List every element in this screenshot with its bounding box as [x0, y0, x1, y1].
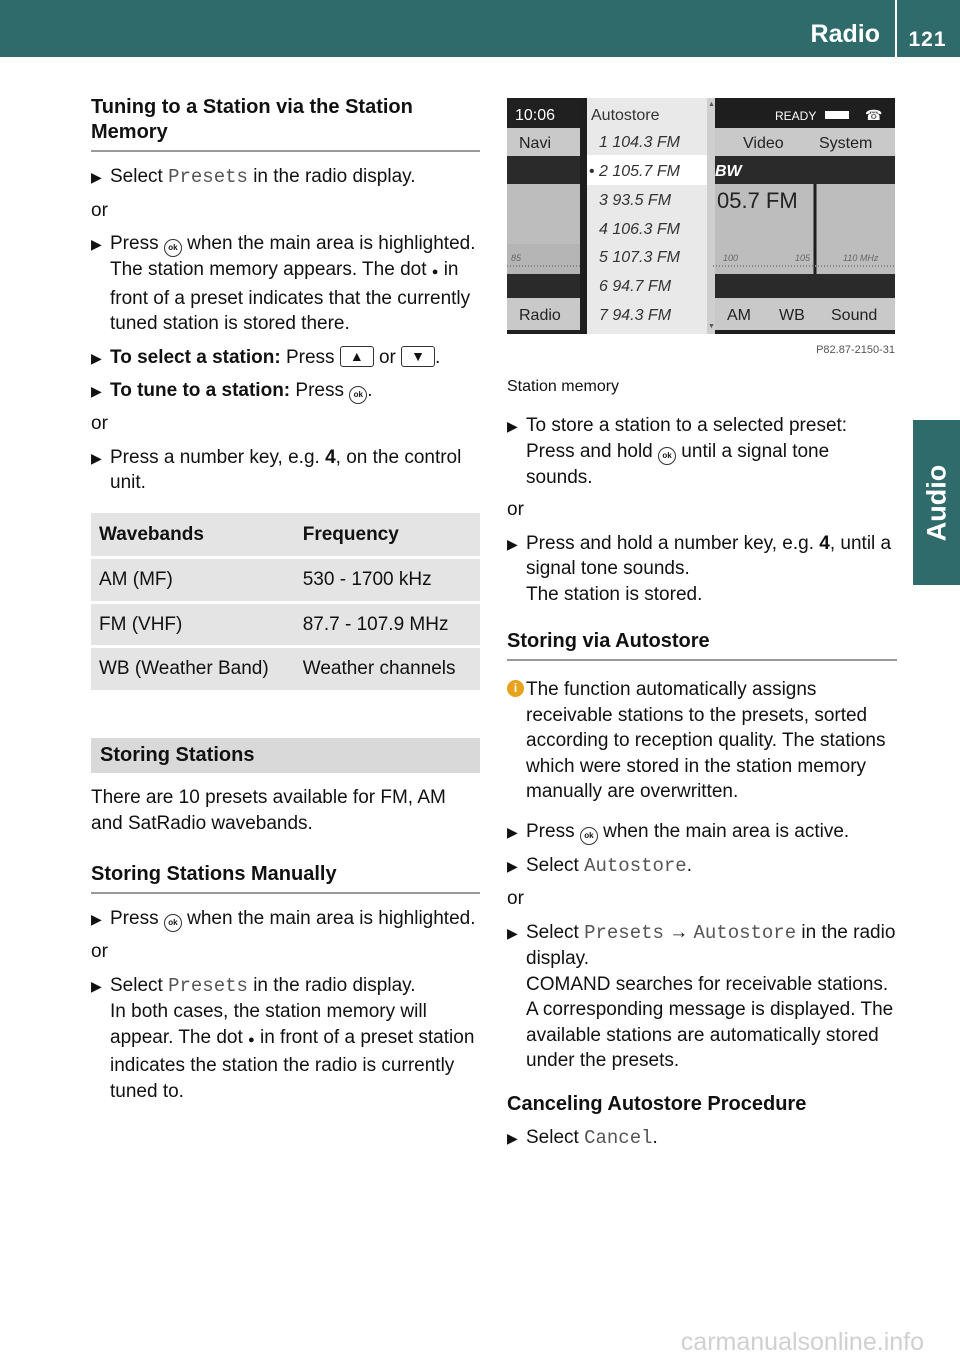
table-header: Wavebands: [91, 513, 295, 557]
step-label: To tune to a station:: [110, 380, 291, 401]
step-select-cancel: [507, 1125, 897, 1152]
table-header-row: [91, 513, 480, 557]
menu-system[interactable]: System: [819, 135, 873, 152]
menu-code: Autostore: [693, 921, 797, 944]
step-text: To store a station to a selected preset: Press and hold: [526, 415, 848, 462]
step-select-presets-manual: [91, 973, 480, 1105]
arrow-right-icon: ▶: [507, 1130, 518, 1146]
step-text: when the main area is active.: [597, 820, 850, 842]
heading-canceling: Canceling Autostore Procedure: [507, 1092, 807, 1115]
wavebands-table: [91, 510, 480, 693]
scale-label: 105: [795, 253, 811, 263]
ok-button-icon: ok: [164, 239, 182, 257]
status-text: READY: [775, 109, 817, 123]
heading-storing-manually: Storing Stations Manually: [91, 862, 480, 894]
chapter-tab-label: Audio: [921, 464, 951, 541]
table-row: [91, 604, 480, 646]
current-dot-icon: •: [589, 163, 595, 180]
table-row: [91, 648, 480, 690]
phone-icon: ☎: [865, 107, 883, 123]
step-text: Select: [110, 166, 169, 187]
step-text: Press and hold a number key, e.g.: [526, 532, 820, 554]
step-text: or: [373, 346, 402, 368]
header-divider: [895, 0, 897, 57]
radio-display: [507, 98, 895, 334]
arrow-right-icon: ▶: [91, 449, 102, 466]
table-header: Frequency: [295, 513, 480, 557]
menu-navi[interactable]: Navi: [519, 135, 552, 152]
arrow-right-icon: ▶: [507, 924, 518, 941]
right-column: [507, 98, 897, 1152]
table-cell: Weather channels: [295, 648, 480, 690]
arrow-right-icon: ▶: [91, 349, 102, 366]
table-cell: FM (VHF): [91, 604, 295, 646]
dot-icon: ●: [431, 266, 439, 278]
step-text: until a signal tone sounds.: [526, 440, 830, 488]
menu-code: Presets: [168, 974, 248, 997]
step-text: Select: [526, 921, 585, 943]
ok-button-icon: ok: [349, 386, 367, 404]
chapter-tab[interactable]: [913, 420, 960, 585]
heading-storing-stations: Storing Stations: [91, 738, 480, 774]
arrow-text: →: [663, 921, 694, 943]
ok-button-icon: ok: [658, 447, 676, 465]
page-number: 121: [908, 28, 947, 51]
step-text: Press: [526, 820, 580, 842]
step-text: .: [652, 1127, 658, 1148]
or-text: or: [91, 941, 108, 962]
key-number: 4: [819, 532, 830, 554]
step-text: when the main area is highlighted.: [181, 908, 476, 929]
menu-code: Presets: [584, 921, 664, 944]
menu-code: Presets: [168, 166, 248, 188]
arrow-right-icon: ▶: [507, 418, 518, 434]
preset-item[interactable]: 6 94.7 FM: [599, 278, 672, 295]
station-memory-screenshot: [507, 98, 895, 334]
step-text: Press: [280, 346, 340, 368]
up-key-icon: ▲: [340, 346, 374, 367]
step-text: , on the control unit.: [110, 446, 462, 493]
step-number-key: [91, 445, 480, 496]
arrow-right-icon: ▶: [91, 169, 102, 185]
step-text: in front of a preset station indicates the station the radio is currently tuned to.: [110, 1026, 475, 1102]
step-text: Press a number key, e.g.: [110, 446, 326, 468]
step-text: The station is stored.: [526, 583, 703, 605]
figure-caption: Station memory: [507, 377, 620, 395]
image-code: P82.87-2150-31: [816, 344, 895, 356]
preset-item[interactable]: 7 94.3 FM: [599, 307, 672, 324]
step-text: COMAND searches for receivable stations. A corresponding message is displayed. The available stations are automatically stored under the presets.: [526, 973, 894, 1071]
step-tune-station: [91, 378, 480, 404]
down-key-icon: ▼: [401, 346, 435, 367]
menu-video[interactable]: Video: [743, 135, 784, 152]
ok-button-icon: ok: [580, 827, 598, 845]
watermark: carmanualsonline.info: [680, 1328, 924, 1356]
page-header: [0, 0, 960, 57]
info-note: [507, 677, 897, 805]
step-text: Select: [526, 854, 585, 876]
or-text: or: [507, 888, 524, 909]
step-text: Select: [526, 1127, 585, 1148]
menu-radio[interactable]: Radio: [519, 307, 561, 324]
or-text: or: [91, 199, 108, 221]
preset-item[interactable]: 4 106.3 FM: [599, 221, 680, 238]
step-press-ok-manual: [91, 906, 480, 932]
menu-code: Autostore: [584, 854, 687, 877]
step-select-presets-autostore: [507, 920, 897, 1074]
step-text: when the main area is highlighted. The station memory appears. The dot: [110, 233, 476, 280]
step-select-station: [91, 345, 480, 371]
arrow-right-icon: ▶: [91, 911, 102, 927]
arrow-right-icon: ▶: [91, 977, 102, 994]
scale-label: 110 MHz: [843, 253, 879, 263]
step-text: , until a signal tone sounds.: [526, 532, 892, 579]
arrow-right-icon: ▶: [507, 857, 518, 874]
preset-item[interactable]: 3 93.5 FM: [599, 192, 672, 209]
step-text: In both cases, the station memory will appear. The dot: [110, 1001, 427, 1048]
step-text: Press: [110, 908, 164, 929]
scale-label: 100: [723, 253, 739, 263]
preset-item[interactable]: 1 104.3 FM: [599, 134, 680, 151]
table-cell: 530 - 1700 kHz: [295, 559, 480, 601]
step-text: in front of a preset indicates that the currently tuned station is stored there.: [110, 259, 471, 334]
heading-autostore: Storing via Autostore: [507, 629, 897, 661]
heading-tuning: Tuning to a Station via the Station Memory: [91, 95, 480, 152]
frequency-readout: 05.7 FM: [717, 188, 798, 213]
menu-am[interactable]: AM: [727, 307, 751, 324]
step-text: Press: [110, 233, 164, 254]
left-column: [91, 95, 480, 1104]
preset-item[interactable]: 5 107.3 FM: [599, 249, 680, 266]
signal-bars-icon: [825, 111, 849, 119]
autostore-item[interactable]: Autostore: [591, 107, 660, 124]
arrow-right-icon: ▶: [507, 535, 518, 552]
table-cell: AM (MF): [91, 559, 295, 601]
preset-item[interactable]: 2 105.7 FM: [599, 163, 680, 180]
clock-text: 10:06: [515, 107, 556, 124]
step-text: .: [686, 854, 692, 876]
step-text: in the radio display.: [247, 974, 416, 996]
menu-sound[interactable]: Sound: [831, 307, 878, 324]
step-select-presets: [91, 164, 480, 191]
step-store-preset: [507, 413, 897, 490]
menu-wb[interactable]: WB: [779, 307, 805, 324]
arrow-right-icon: ▶: [91, 383, 102, 399]
step-hold-number: [507, 531, 897, 608]
step-label: To select a station:: [110, 346, 281, 368]
step-text: .: [367, 380, 373, 401]
scroll-down-icon[interactable]: ▼: [708, 323, 715, 330]
ok-button-icon: ok: [164, 914, 182, 932]
key-number: 4: [325, 446, 336, 468]
arrow-right-icon: ▶: [91, 236, 102, 252]
arrow-right-icon: ▶: [507, 823, 518, 840]
section-title: Radio: [810, 20, 880, 48]
step-text: .: [434, 346, 441, 368]
menu-code: Cancel: [584, 1127, 653, 1149]
table-row: [91, 559, 480, 601]
or-text: or: [91, 413, 108, 434]
step-select-autostore: [507, 853, 897, 880]
scale-label: 85: [511, 253, 522, 263]
step-press-ok: [91, 231, 480, 337]
info-icon: i: [507, 680, 524, 697]
table-cell: WB (Weather Band): [91, 648, 295, 690]
step-text: in the radio display.: [247, 166, 416, 187]
paragraph-presets: There are 10 presets available for FM, AM and SatRadio wavebands.: [91, 787, 446, 834]
step-text: Select: [110, 974, 169, 996]
step-press-ok-auto: [507, 819, 897, 845]
or-text: or: [507, 499, 524, 520]
scroll-up-icon[interactable]: ▲: [708, 101, 715, 108]
table-cell: 87.7 - 107.9 MHz: [295, 604, 480, 646]
info-text: The function automatically assigns receivable stations to the presets, sorted according to reception quality. The stations which were stored in the station memory manually are overwritten.: [526, 679, 886, 802]
station-tag: BW: [715, 163, 742, 180]
step-text: Press: [290, 380, 350, 401]
step-text: in the radio display.: [526, 921, 896, 969]
dot-icon: ●: [248, 1033, 255, 1046]
